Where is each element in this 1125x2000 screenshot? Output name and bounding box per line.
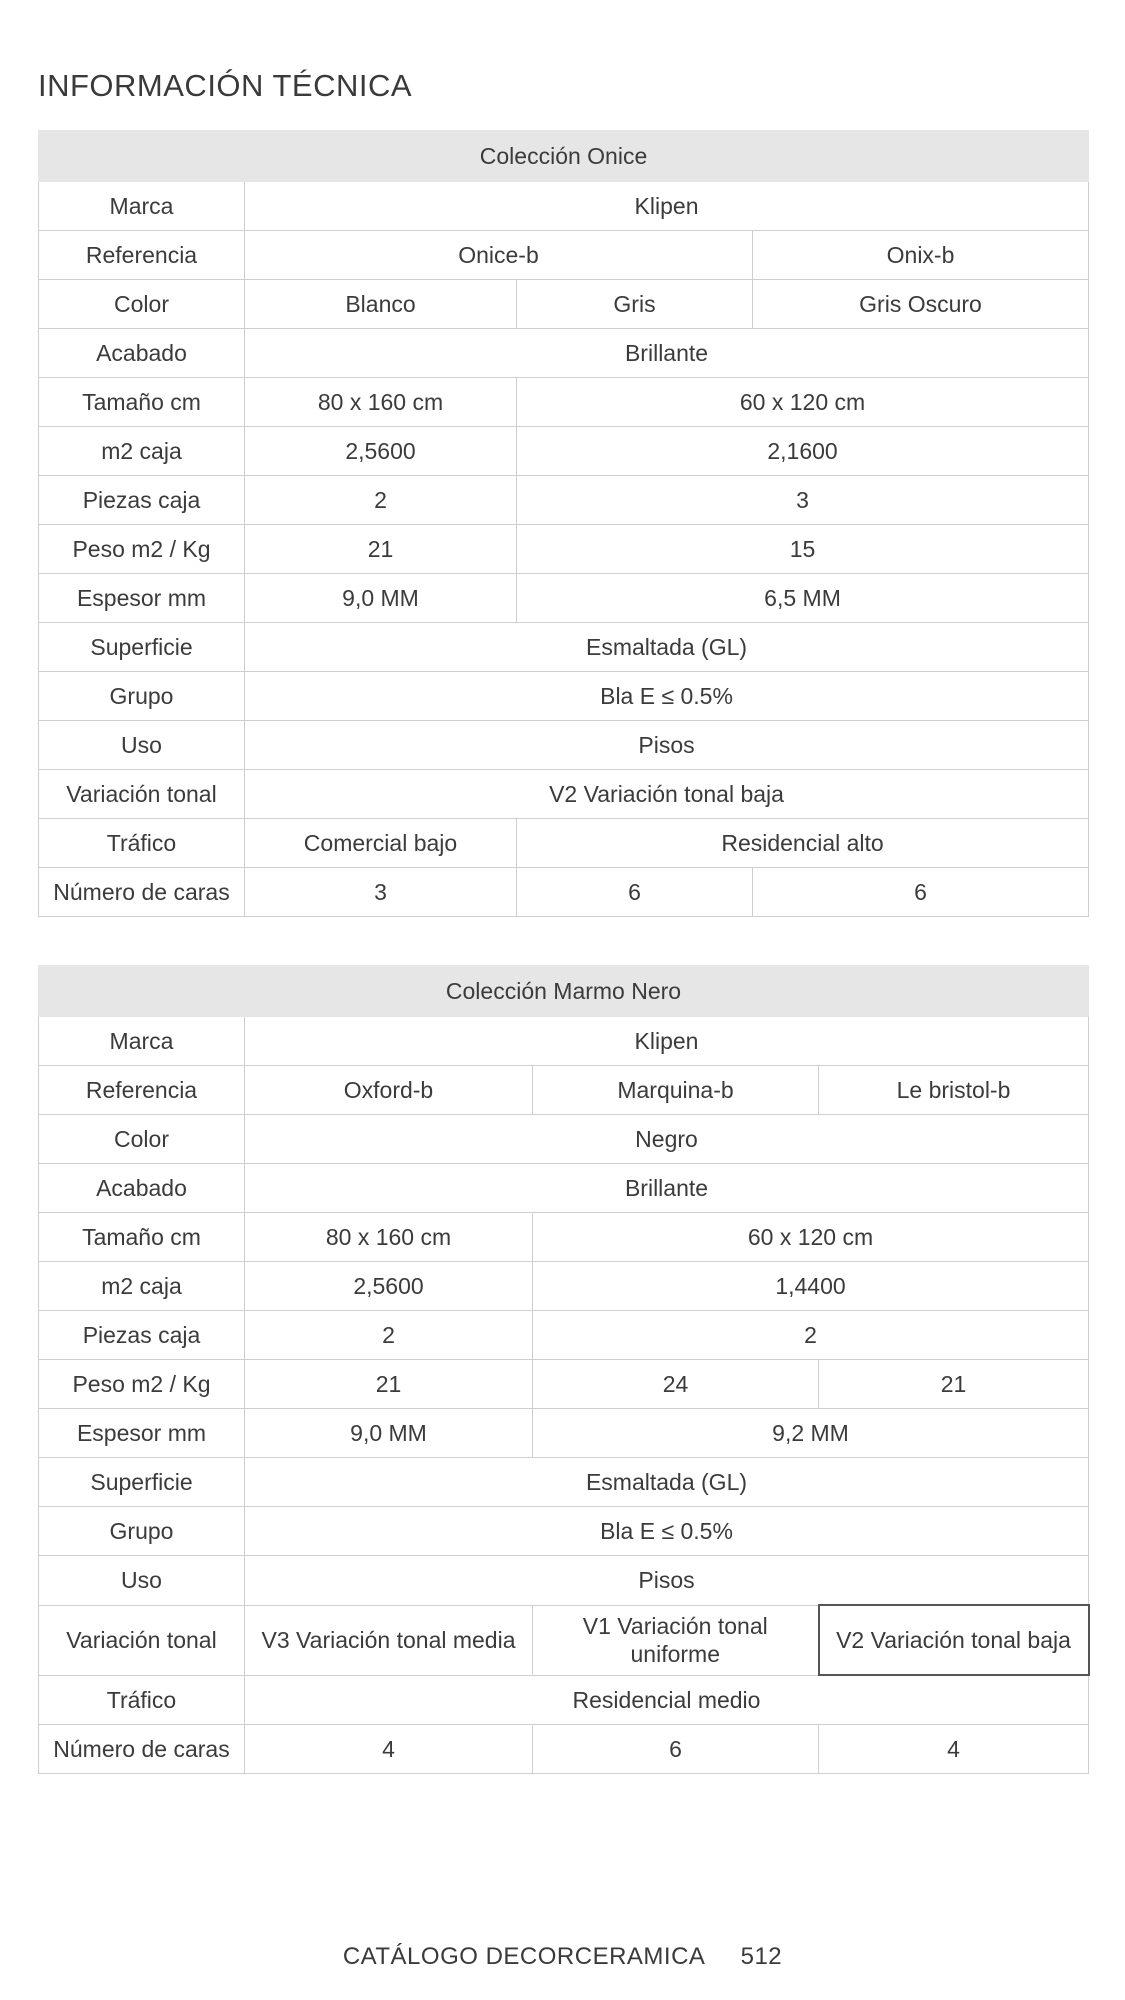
table-row-variacion: [39, 770, 1089, 819]
page-title: INFORMACIÓN TÉCNICA: [38, 68, 413, 103]
cell-value: 60 x 120 cm: [533, 1213, 1089, 1262]
table-row-marca: [39, 182, 1089, 231]
table-row-grupo: [39, 672, 1089, 721]
cell-value: 80 x 160 cm: [245, 378, 517, 427]
page-number: 512: [740, 1943, 783, 1970]
row-label: Peso m2 / Kg: [39, 525, 245, 574]
page-footer: [0, 1943, 1125, 1971]
cell-value: 2: [245, 476, 517, 525]
cell-value: 2,5600: [245, 427, 517, 476]
table-row-referencia: [39, 231, 1089, 280]
cell-value-selected: V2 Variación tonal baja: [819, 1605, 1089, 1675]
row-label: Variación tonal: [39, 1605, 245, 1675]
cell-value: 3: [245, 868, 517, 917]
cell-value: 21: [245, 1360, 533, 1409]
row-label: Acabado: [39, 329, 245, 378]
cell-value: 9,0 MM: [245, 574, 517, 623]
cell-value: 3: [517, 476, 1089, 525]
row-label: Espesor mm: [39, 574, 245, 623]
table-row-trafico: [39, 819, 1089, 868]
table-row-espesor: [39, 1409, 1089, 1458]
row-label: Piezas caja: [39, 476, 245, 525]
row-label: Tráfico: [39, 819, 245, 868]
cell-value: Pisos: [245, 1556, 1089, 1606]
cell-value: Brillante: [245, 329, 1089, 378]
cell-value: Klipen: [245, 182, 1089, 231]
table-row-caras: [39, 1725, 1089, 1774]
cell-value: Pisos: [245, 721, 1089, 770]
cell-value: Blanco: [245, 280, 517, 329]
cell-value: 80 x 160 cm: [245, 1213, 533, 1262]
cell-value: Onix-b: [753, 231, 1089, 280]
cell-value: 4: [245, 1725, 533, 1774]
cell-value: 4: [819, 1725, 1089, 1774]
cell-value: 60 x 120 cm: [517, 378, 1089, 427]
cell-value: 9,2 MM: [533, 1409, 1089, 1458]
cell-value: Esmaltada (GL): [245, 1458, 1089, 1507]
collection-title: Colección Onice: [39, 131, 1089, 182]
row-label: Grupo: [39, 1507, 245, 1556]
row-label: m2 caja: [39, 1262, 245, 1311]
cell-value: 6: [517, 868, 753, 917]
row-label: Tamaño cm: [39, 1213, 245, 1262]
cell-value: V2 Variación tonal baja: [245, 770, 1089, 819]
row-label: Peso m2 / Kg: [39, 1360, 245, 1409]
row-label: Uso: [39, 721, 245, 770]
cell-value: Esmaltada (GL): [245, 623, 1089, 672]
cell-value: Gris: [517, 280, 753, 329]
row-label: Color: [39, 280, 245, 329]
table-row-uso: [39, 721, 1089, 770]
cell-value: Brillante: [245, 1164, 1089, 1213]
cell-value: 6: [753, 868, 1089, 917]
row-label: Marca: [39, 182, 245, 231]
cell-value: 1,4400: [533, 1262, 1089, 1311]
table-row-acabado: [39, 1164, 1089, 1213]
cell-value: Gris Oscuro: [753, 280, 1089, 329]
row-label: m2 caja: [39, 427, 245, 476]
table-row-caras: [39, 868, 1089, 917]
cell-value: 2,1600: [517, 427, 1089, 476]
table-row-acabado: [39, 329, 1089, 378]
table-row-m2: [39, 427, 1089, 476]
row-label: Acabado: [39, 1164, 245, 1213]
cell-value: 2: [245, 1311, 533, 1360]
cell-value: 21: [819, 1360, 1089, 1409]
row-label: Tráfico: [39, 1675, 245, 1725]
cell-value: Comercial bajo: [245, 819, 517, 868]
cell-value: 6,5 MM: [517, 574, 1089, 623]
cell-value: 9,0 MM: [245, 1409, 533, 1458]
table-row-grupo: [39, 1507, 1089, 1556]
table-row-uso: [39, 1556, 1089, 1606]
row-label: Número de caras: [39, 868, 245, 917]
table-row-piezas: [39, 1311, 1089, 1360]
row-label: Marca: [39, 1017, 245, 1066]
cell-value: Klipen: [245, 1017, 1089, 1066]
row-label: Color: [39, 1115, 245, 1164]
cell-value: Marquina-b: [533, 1066, 819, 1115]
table-row-superficie: [39, 623, 1089, 672]
onice-spec-table: [38, 130, 1089, 917]
row-label: Superficie: [39, 1458, 245, 1507]
cell-value: Bla E ≤ 0.5%: [245, 1507, 1089, 1556]
catalog-name: CATÁLOGO DECORCERAMICA: [342, 1943, 706, 1970]
table-row-tamano: [39, 1213, 1089, 1262]
row-label: Superficie: [39, 623, 245, 672]
cell-value: 2,5600: [245, 1262, 533, 1311]
cell-value: Residencial alto: [517, 819, 1089, 868]
cell-value: Residencial medio: [245, 1675, 1089, 1725]
cell-value: Oxford-b: [245, 1066, 533, 1115]
table-row-peso: [39, 525, 1089, 574]
table-row-referencia: [39, 1066, 1089, 1115]
row-label: Grupo: [39, 672, 245, 721]
cell-value: Bla E ≤ 0.5%: [245, 672, 1089, 721]
table-header-row: [39, 131, 1089, 182]
table-row-color: [39, 280, 1089, 329]
cell-value: 21: [245, 525, 517, 574]
row-label: Uso: [39, 1556, 245, 1606]
table-row-espesor: [39, 574, 1089, 623]
cell-value: 6: [533, 1725, 819, 1774]
cell-value: 15: [517, 525, 1089, 574]
row-label: Piezas caja: [39, 1311, 245, 1360]
table-row-m2: [39, 1262, 1089, 1311]
table-row-marca: [39, 1017, 1089, 1066]
table-row-trafico: [39, 1675, 1089, 1725]
cell-value: Le bristol-b: [819, 1066, 1089, 1115]
cell-value: Onice-b: [245, 231, 753, 280]
cell-value: V3 Variación tonal media: [245, 1605, 533, 1675]
row-label: Número de caras: [39, 1725, 245, 1774]
row-label: Variación tonal: [39, 770, 245, 819]
table-row-piezas: [39, 476, 1089, 525]
table-header-row: [39, 966, 1089, 1017]
table-row-tamano: [39, 378, 1089, 427]
cell-value: V1 Variación tonal uniforme: [533, 1605, 819, 1675]
table-row-superficie: [39, 1458, 1089, 1507]
table-row-variacion: [39, 1605, 1089, 1675]
marmo-nero-spec-table: [38, 965, 1090, 1774]
collection-title: Colección Marmo Nero: [39, 966, 1089, 1017]
row-label: Referencia: [39, 231, 245, 280]
row-label: Espesor mm: [39, 1409, 245, 1458]
cell-value: 24: [533, 1360, 819, 1409]
table-row-color: [39, 1115, 1089, 1164]
row-label: Referencia: [39, 1066, 245, 1115]
row-label: Tamaño cm: [39, 378, 245, 427]
table-row-peso: [39, 1360, 1089, 1409]
cell-value: Negro: [245, 1115, 1089, 1164]
cell-value: 2: [533, 1311, 1089, 1360]
